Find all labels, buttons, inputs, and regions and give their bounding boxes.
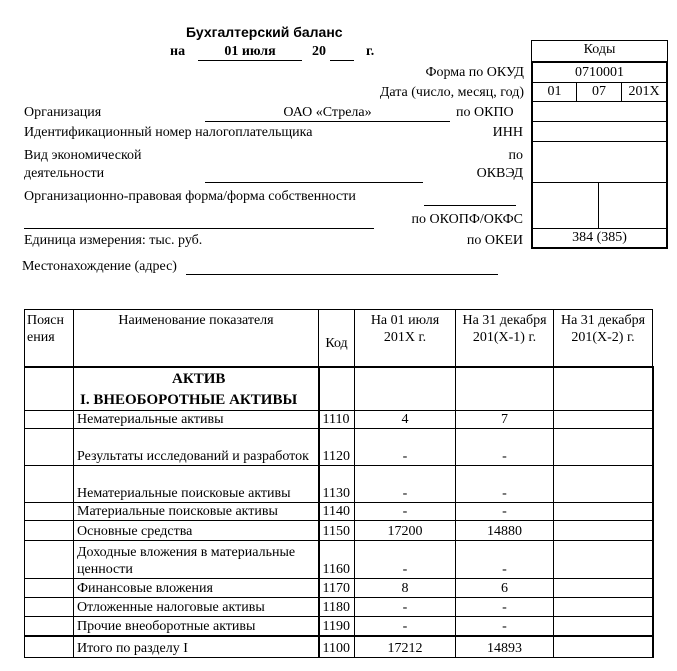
codes-title: Коды bbox=[531, 40, 668, 62]
row-name: Доходные вложения в материальные ценности bbox=[74, 541, 319, 579]
legal-form-underline-1 bbox=[424, 205, 516, 206]
notes-cell bbox=[25, 503, 74, 521]
notes-cell bbox=[25, 636, 74, 658]
row-value-col2: 14893 bbox=[456, 636, 554, 658]
notes-cell bbox=[25, 617, 74, 636]
row-code: 1180 bbox=[319, 598, 355, 617]
notes-cell bbox=[25, 429, 74, 466]
okpo-code bbox=[531, 101, 668, 122]
row-value-col1: - bbox=[355, 598, 456, 617]
date-value: 01 июля bbox=[224, 44, 276, 59]
row-value-col1: 17212 bbox=[355, 636, 456, 658]
row-value-col1: 8 bbox=[355, 579, 456, 598]
section-title: АКТИВ bbox=[172, 370, 226, 387]
row-value-col2: - bbox=[456, 598, 554, 617]
row-value-col1: - bbox=[355, 541, 456, 579]
okved-label-2: ОКВЭД bbox=[476, 166, 523, 181]
header-col2: На 31 декабря 201(Х-1) г. bbox=[456, 310, 554, 367]
row-value-col2: - bbox=[456, 617, 554, 636]
row-value-col2: 14880 bbox=[456, 521, 554, 541]
org-label: Организация bbox=[24, 105, 102, 120]
row-code: 1140 bbox=[319, 503, 355, 521]
row-value-col1: 4 bbox=[355, 411, 456, 429]
notes-cell bbox=[25, 579, 74, 598]
document-title: Бухгалтерский баланс bbox=[186, 24, 343, 40]
row-code: 1100 bbox=[319, 636, 355, 658]
row-code: 1110 bbox=[319, 411, 355, 429]
okei-label: по ОКЕИ bbox=[466, 233, 523, 248]
row-name: Итого по разделу I bbox=[74, 636, 319, 658]
row-value-col3 bbox=[554, 503, 653, 521]
row-value-col2: 6 bbox=[456, 579, 554, 598]
row-code: 1120 bbox=[319, 429, 355, 466]
year-prefix: 20 bbox=[312, 44, 326, 59]
year-suffix: г. bbox=[366, 44, 375, 59]
year-underline bbox=[330, 60, 354, 61]
row-name: Результаты исследований и разработок bbox=[74, 429, 319, 466]
codes-box bbox=[531, 40, 668, 248]
table-row bbox=[25, 503, 653, 521]
notes-cell bbox=[25, 598, 74, 617]
row-name: Материальные поисковые активы bbox=[74, 503, 319, 521]
row-code: 1130 bbox=[319, 466, 355, 503]
row-value-col1: - bbox=[355, 617, 456, 636]
table-row bbox=[25, 521, 653, 541]
inn-label: ИНН bbox=[492, 125, 523, 140]
table-row bbox=[25, 429, 653, 466]
activity-label-2: деятельности bbox=[24, 166, 105, 181]
row-value-col1: - bbox=[355, 429, 456, 466]
row-code: 1170 bbox=[319, 579, 355, 598]
org-value: ОАО «Стрела» bbox=[283, 105, 372, 120]
okopf-label: по ОКОПФ/ОКФС bbox=[411, 212, 523, 227]
okud-code: 0710001 bbox=[531, 61, 668, 83]
row-name: Основные средства bbox=[74, 521, 319, 541]
date-day-code: 01 bbox=[531, 82, 577, 102]
row-value-col3 bbox=[554, 411, 653, 429]
row-value-col3 bbox=[554, 636, 653, 658]
org-underline bbox=[205, 121, 450, 122]
subsection-title: I. ВНЕОБОРОТНЫЕ АКТИВЫ bbox=[80, 391, 298, 408]
row-value-col2: 7 bbox=[456, 411, 554, 429]
okei-code: 384 (385) bbox=[531, 228, 668, 249]
row-name: Нематериальные активы bbox=[74, 411, 319, 429]
okfs-code bbox=[598, 182, 668, 229]
date-year-code: 201X bbox=[621, 82, 668, 102]
row-value-col3 bbox=[554, 598, 653, 617]
table-row bbox=[25, 617, 653, 636]
header-col3: На 31 декабря 201(Х-2) г. bbox=[554, 310, 653, 367]
row-value-col2: - bbox=[456, 429, 554, 466]
row-value-col1: - bbox=[355, 503, 456, 521]
address-label: Местонахождение (адрес) bbox=[22, 259, 177, 274]
activity-label-1: Вид экономической bbox=[24, 148, 142, 163]
row-code: 1150 bbox=[319, 521, 355, 541]
date-month-code: 07 bbox=[576, 82, 622, 102]
row-name: Финансовые вложения bbox=[74, 579, 319, 598]
row-value-col3 bbox=[554, 541, 653, 579]
header-name: Наименование показателя bbox=[74, 310, 319, 367]
row-value-col3 bbox=[554, 579, 653, 598]
legal-form-label: Организационно-правовая форма/форма собственности bbox=[24, 189, 356, 204]
header-code: Код bbox=[319, 310, 355, 367]
section-row bbox=[25, 367, 653, 411]
inn-code bbox=[531, 121, 668, 142]
row-value-col3 bbox=[554, 521, 653, 541]
notes-cell bbox=[25, 466, 74, 503]
header-col1: На 01 июля 201Х г. bbox=[355, 310, 456, 367]
row-value-col1: 17200 bbox=[355, 521, 456, 541]
row-code: 1160 bbox=[319, 541, 355, 579]
row-value-col2: - bbox=[456, 503, 554, 521]
row-value-col3 bbox=[554, 617, 653, 636]
row-value-col3 bbox=[554, 429, 653, 466]
activity-underline bbox=[205, 182, 423, 183]
balance-table bbox=[24, 309, 654, 658]
notes-cell bbox=[25, 411, 74, 429]
row-value-col2: - bbox=[456, 466, 554, 503]
unit-label: Единица измерения: тыс. руб. bbox=[24, 233, 203, 248]
table-row bbox=[25, 636, 653, 658]
inn-row-label: Идентификационный номер налогоплательщика bbox=[24, 125, 313, 140]
row-name: Отложенные налоговые активы bbox=[74, 598, 319, 617]
okved-code bbox=[531, 141, 668, 183]
table-row bbox=[25, 411, 653, 429]
date-underline bbox=[198, 60, 302, 61]
row-name: Нематериальные поисковые активы bbox=[74, 466, 319, 503]
notes-cell bbox=[25, 541, 74, 579]
table-row bbox=[25, 541, 653, 579]
row-value-col3 bbox=[554, 466, 653, 503]
row-code: 1190 bbox=[319, 617, 355, 636]
date-prefix: на bbox=[170, 44, 186, 59]
table-row bbox=[25, 579, 653, 598]
okved-label-1: по bbox=[508, 148, 523, 163]
okud-label: Форма по ОКУД bbox=[425, 65, 524, 80]
table-row bbox=[25, 466, 653, 503]
header-notes: Поясн ения bbox=[25, 310, 74, 367]
notes-cell bbox=[25, 521, 74, 541]
okpo-label: по ОКПО bbox=[456, 105, 514, 120]
row-value-col2: - bbox=[456, 541, 554, 579]
address-underline bbox=[186, 274, 498, 275]
row-name: Прочие внеоборотные активы bbox=[74, 617, 319, 636]
legal-form-underline-2 bbox=[24, 228, 374, 229]
table-row bbox=[25, 598, 653, 617]
okopf-code bbox=[531, 182, 599, 229]
row-value-col1: - bbox=[355, 466, 456, 503]
date-label: Дата (число, месяц, год) bbox=[379, 85, 524, 100]
